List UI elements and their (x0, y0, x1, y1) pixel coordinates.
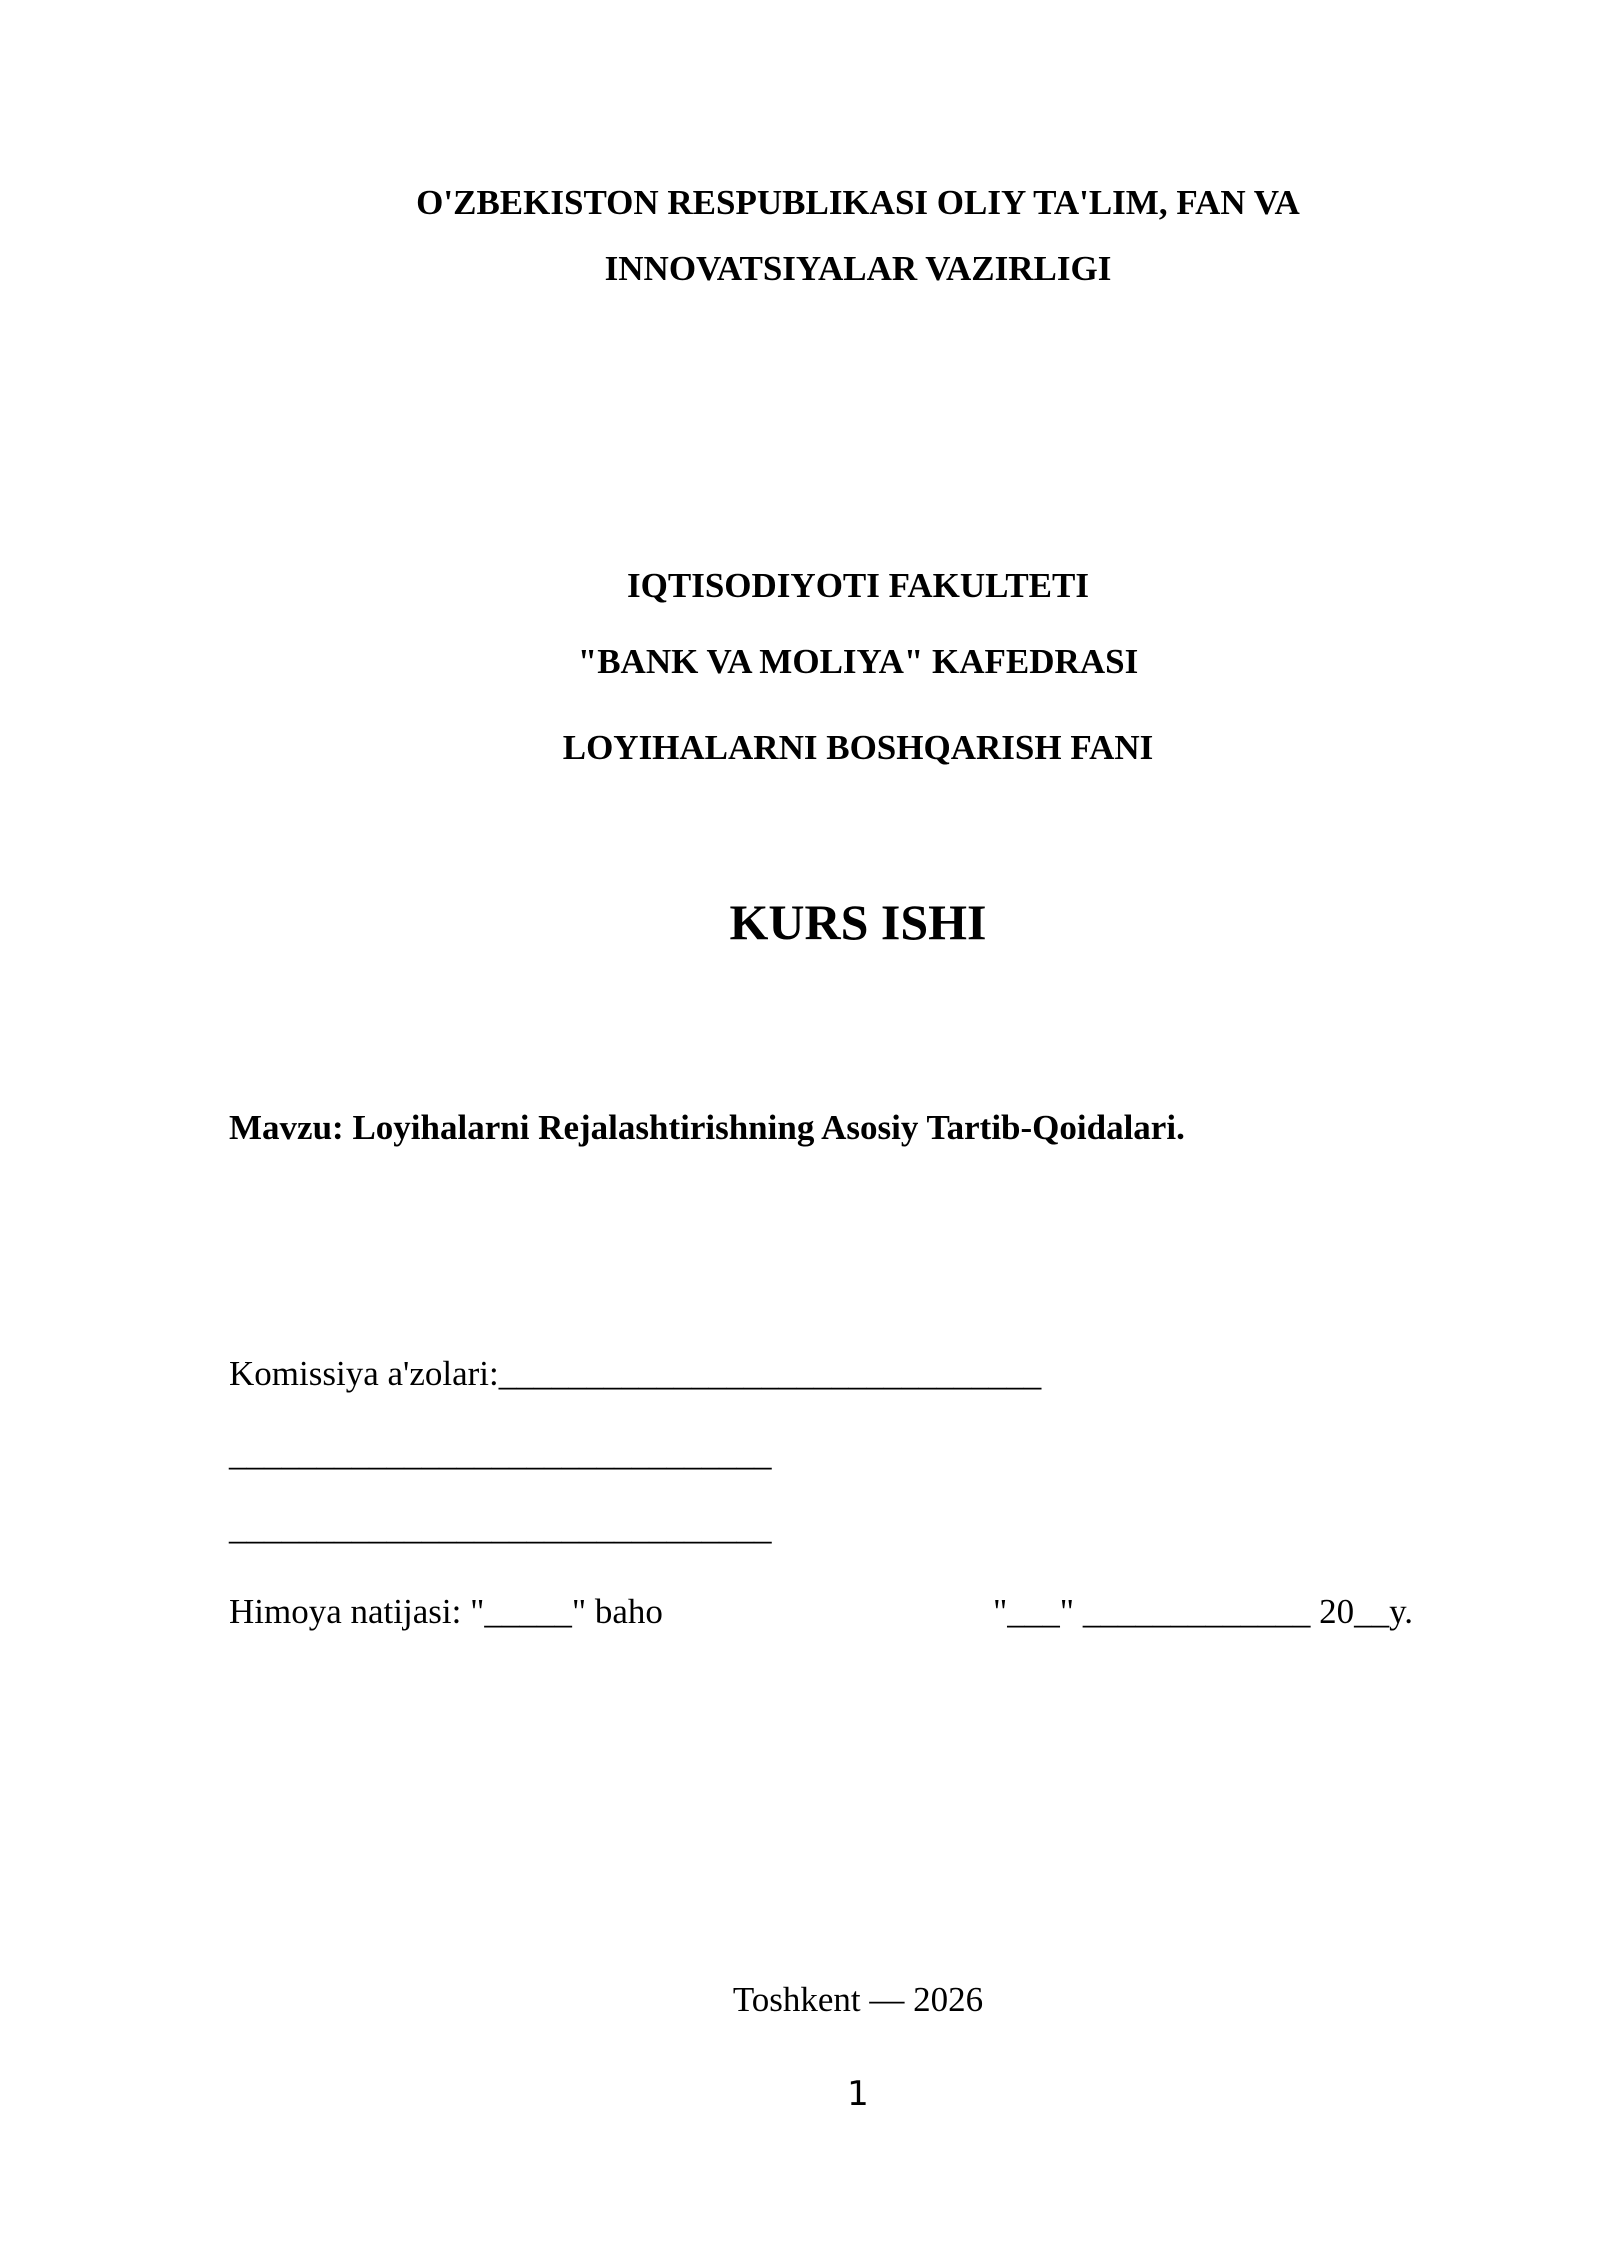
commission-blank-line-1: _______________________________ (229, 1434, 772, 1473)
ministry-line-1: O'ZBEKISTON RESPUBLIKASI OLIY TA'LIM, FAN VA (416, 183, 1300, 222)
subject-name: LOYIHALARNI BOSHQARISH FANI (562, 728, 1154, 767)
page-number: 1 (847, 2074, 869, 2114)
topic-line: Mavzu: Loyihalarni Rejalashtirishning Asosiy Tartib-Qoidalari. (229, 1108, 1185, 1147)
ministry-heading (0, 170, 1600, 302)
defense-date: "___" _____________ 20__y. (993, 1592, 1414, 1631)
kafedra-name: "BANK VA MOLIYA" KAFEDRASI (577, 642, 1139, 681)
faculty-name: IQTISODIYOTI FAKULTETI (627, 566, 1089, 605)
commission-members-line: Komissiya a'zolari:_______________________________ (229, 1354, 1042, 1393)
city-year: Toshkent — 2026 (732, 1980, 984, 2019)
defense-result: Himoya natijasi: "_____" baho (229, 1592, 663, 1631)
commission-blank-line-2: _______________________________ (229, 1508, 772, 1547)
document-title: KURS ISHI (729, 894, 987, 950)
ministry-line-2: INNOVATSIYALAR VAZIRLIGI (604, 249, 1112, 288)
